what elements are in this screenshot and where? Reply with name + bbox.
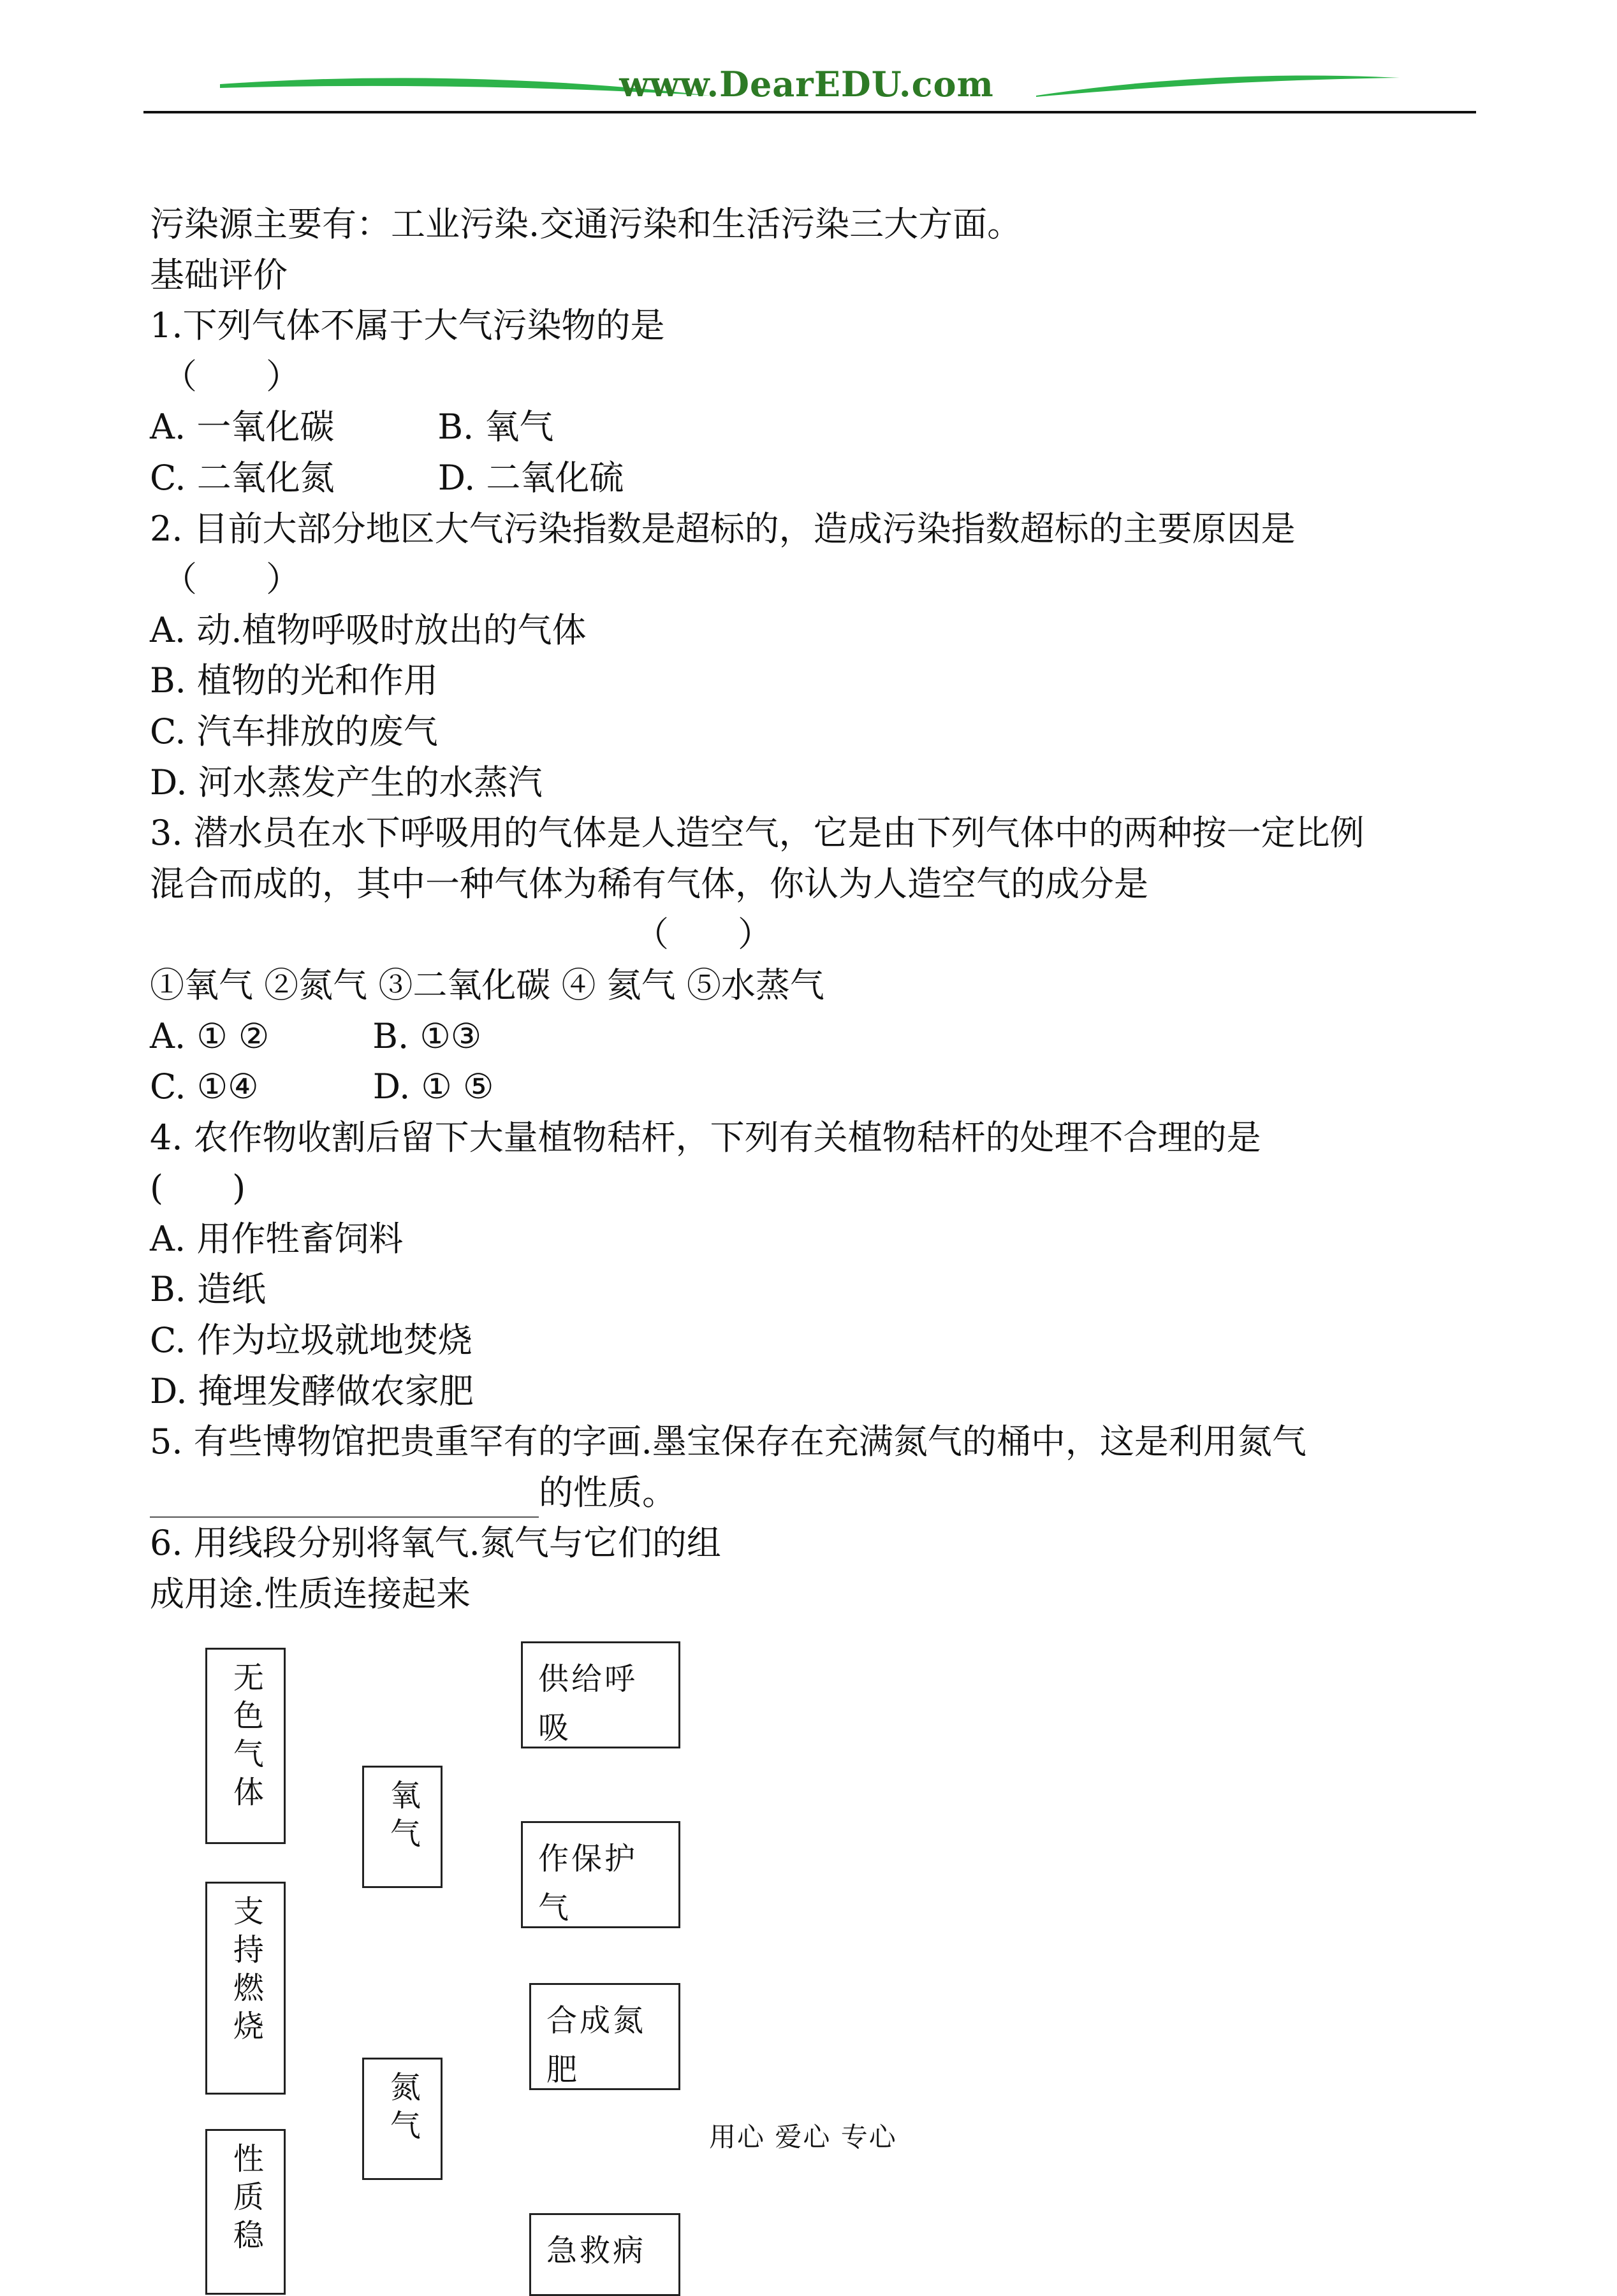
- q2-option-b: B. 植物的光和作用: [150, 660, 439, 701]
- gas-box-nitrogen: 氮气: [362, 2058, 443, 2180]
- question-5: 5. 有些博物馆把贵重罕有的字画.墨宝保存在充满氮气的桶中，这是利用氮气: [150, 1421, 1306, 1462]
- question-3-line2: 混合而成的，其中一种气体为稀有气体，你认为人造空气的成分是: [150, 863, 1148, 904]
- intro-line: 污染源主要有：工业污染.交通污染和生活污染三大方面。: [150, 204, 1022, 244]
- question-6-line1: 6. 用线段分别将氧气.氮气与它们的组: [150, 1523, 721, 1564]
- q3-options-ab: A. ① ② B. ①③: [150, 1015, 482, 1056]
- answer-bracket-3: （ ）: [634, 914, 772, 955]
- answer-bracket-2: （ ）: [163, 559, 300, 600]
- q1-options-cd: C. 二氧化氮 D. 二氧化硫: [150, 457, 624, 498]
- property-box-supports-combustion: 支持燃烧: [205, 1882, 286, 2095]
- site-logo-text: www.DearEDU.com: [619, 64, 994, 105]
- fill-in-blank[interactable]: [150, 1482, 539, 1518]
- section-heading: 基础评价: [150, 254, 288, 295]
- question-5-tail: 的性质。: [539, 1472, 677, 1513]
- right-swoosh-decoration: [1036, 71, 1400, 97]
- gas-box-oxygen: 氧气: [362, 1766, 443, 1888]
- q4-option-c: C. 作为垃圾就地焚烧: [150, 1320, 472, 1361]
- question-5-blank-line: [150, 1467, 1482, 1518]
- q2-option-d: D. 河水蒸发产生的水蒸汽: [150, 762, 543, 803]
- q2-option-c: C. 汽车排放的废气: [150, 711, 438, 752]
- property-box-colorless-gas: 无色气体: [205, 1648, 286, 1844]
- use-box-emergency: 急救病: [529, 2213, 680, 2296]
- question-3-line1: 3. 潜水员在水下呼吸用的气体是人造空气，它是由下列气体中的两种按一定比例: [150, 813, 1365, 854]
- page-header: [143, 64, 1476, 121]
- q1-options-ab: A. 一氧化碳 B. 氧气: [150, 407, 554, 447]
- question-6-line2: 成用途.性质连接起来: [150, 1574, 471, 1615]
- q4-option-b: B. 造纸: [150, 1269, 267, 1310]
- answer-bracket-4: ( ): [150, 1168, 246, 1209]
- q3-choices: ①氧气 ②氮气 ③二氧化碳 ④ 氦气 ⑤水蒸气: [150, 964, 824, 1005]
- header-rule: [143, 111, 1476, 113]
- answer-bracket-1: （ ）: [163, 356, 300, 396]
- question-4: 4. 农作物收割后留下大量植物秸杆，下列有关植物秸杆的处理不合理的是: [150, 1117, 1261, 1158]
- q3-options-cd: C. ①④ D. ① ⑤: [150, 1066, 494, 1107]
- document-body: [150, 199, 1482, 1620]
- question-2: 2. 目前大部分地区大气污染指数是超标的，造成污染指数超标的主要原因是: [150, 508, 1296, 549]
- use-box-nitrogen-fertilizer: 合成氮肥: [529, 1983, 680, 2090]
- property-box-stable: 性质稳: [205, 2129, 286, 2295]
- q4-option-a: A. 用作牲畜饲料: [150, 1218, 404, 1259]
- footer-slogan: 用心 爱心 专心: [709, 2121, 897, 2153]
- question-1: 1.下列气体不属于大气污染物的是: [150, 305, 665, 346]
- q4-option-d: D. 掩埋发酵做农家肥: [150, 1370, 474, 1411]
- use-box-protective-gas: 作保护气: [521, 1821, 680, 1928]
- q2-option-a: A. 动.植物呼吸时放出的气体: [150, 609, 587, 650]
- use-box-supply-breathing: 供给呼吸: [521, 1641, 680, 1748]
